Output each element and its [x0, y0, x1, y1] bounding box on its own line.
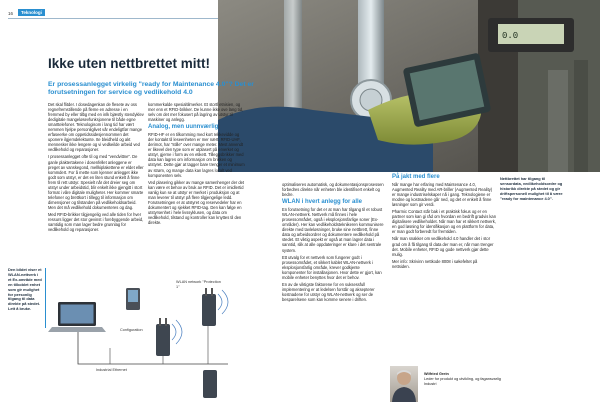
paragraph: kommerkalde spesialtilmerker. Et stortl etnisien, og mer enn et RFID-brikker. De kunne ikke ove lang tid, selv om det mer fokusert på lagring av utstyr til maskiner og anlegg.: [148, 102, 244, 123]
author-caption: [424, 372, 514, 386]
article-column-3: [282, 182, 384, 304]
configuration-label: Configuration: [120, 328, 143, 332]
author-name: Wilfried Grein: [424, 372, 449, 376]
paragraph: I prosessanlegget ofte til og med "vendvittne". De ganle plaktertakene i dosenfellet anleggene er preget av vanskegond, mellkiplakettene er eldet eller kommdert. For å mette som kjenner anlegget ikke godt som utstyr, er det en liten stund enkelt å finne frem til rett utstyr. Spesielt når det dreier seg om utstyr under arbeidstid, blir enkelt ikke gjengitt i stort format i våre digitale muligheter. Her kommer smarte telefoner og brettkort i tillegg til informasjon om dimensjoner og tilstanden på vedlikeholdsarbeid. Men det må vedlikehold dokumenteres og dag.: [48, 154, 144, 210]
section-tag: Teknologi: [18, 9, 45, 16]
article-column-2: [148, 102, 246, 227]
paragraph: En av de viktigste faktorene for en suksessfull implementering er at ledelsen forstår og aksepterer kostnadene for utstyr og WLAN-nettverk og ser de besparelsene som kan komme senere i driften.: [282, 281, 375, 302]
sidenote-left: Den bildet viser et WLAN-nettverk i et Ex-område med en tilkoblet enhet som gir mulighet for personlig tilgang til data direkte på stedet. Lett å bruke.: [8, 267, 42, 312]
paragraph: RFID-HF er en tilkomming med kort rekkevidde og der kontakt til leseenheten er mer nært. RFID-UHF, derimot, har "stille" over mange meter. Mest anvendt er likevel den type som er utplasert på erverket og utstyr, gjerne i form av en etikett. Tilleggsbrikker med data kan lagres om informasjon om brikken og utstyret. Dette gjør at tagger bare trenger et minimum av strøm, og mange data kan lagres lokalt ved komponenten selv.: [148, 132, 245, 178]
author-title: Leder for produkt og utvikling, og fagansvarlig Industri: [424, 376, 501, 386]
article-subtitle: Er prosessanlegget virkelig "ready for Maintenance 4.0"? Det er forutsetningen for service og vedlikehold 4.0: [48, 81, 254, 96]
article-title: Ikke uten nettbrettet mitt!: [48, 56, 211, 71]
article-column-1: [48, 102, 144, 234]
paragraph: Når man snakker om vedlikehold 4.0 handler det i stor grad om å få tilgang til data der man er, når man trenger det. Mobile enheter, RFID og gode nettverk gjør dette mulig.: [392, 236, 494, 257]
paragraph: En forutsetning for det er at man har tilgang til et robust WLAN-nettverk. Nettverk må finnes i hele prosessområdet, også i eksplosjonsfarlige soner (Ex-områder). Her kan vedlikeholdsteknikeren kommunisere direkte med tavleløsninger, bruke sine nettbrett, finne data og arbeidsordrer og dokumentere vedlikehold på stedet. Et viktig aspekt er også at man lagrer data i sanntid, slik at alle oppdateringer er klare i det sentrale system.: [282, 207, 384, 253]
paragraph: Ved plasering gikker av mange samenhenger der det kan være et behov av bruk av RFID. Det er imidlertid vanlig kun se at utstyr er merket i produksjon og at man leverer til utstyr på flere tilgjengelige ledd. Forutsetningen er at utstyret og reservedeler har en dokumentert og sjekket RFID-tag. Den kan følge en utstyrsenhet i hele livssyklusen, og data om vedlikehold, tilstand og kontroller kan knyttes til den direkte.: [148, 179, 245, 225]
wifi-signal-icon: [172, 290, 228, 344]
access-point-icon: [156, 318, 170, 356]
paragraph: Når mange har erfaring med Maintenance 4.0, Augmented Reality med AR-briller (Augmented Reality) er mange industriselskaper nå i gang. Teknologiene er modne og kostnadene går ned, og det er enkelt å finne løsninger som gir verdi.: [392, 182, 493, 208]
author-photo: [390, 366, 418, 402]
network-label: WLAN network "Protection 1": [176, 280, 221, 289]
paragraph: Mer info: Skrivinn nettkode 8008 i søkefeltet på nettsiden.: [392, 258, 478, 269]
access-point-icon: [202, 288, 216, 326]
page-number: 16: [8, 11, 14, 16]
access-point-icon: [203, 370, 217, 398]
network-diagram: [48, 266, 248, 401]
paragraph: Pharmic Contact står bak i et praktisk fokus og er en partner som kan gi råd om hvordan en bedrift gradvis kan digitalisere vedlikeholdet. Når man har et sikkert nettverk, en god løsning for identifikasjon og en plattform for data, er man godt forberedt for fremtiden.: [392, 209, 496, 235]
section-heading: Analog, men uunnværlig: [148, 124, 219, 131]
section-heading: På jakt med flere: [392, 174, 440, 180]
article-column-4: [392, 172, 496, 271]
sidenote-rule-left: [45, 268, 46, 328]
laptop-icon: [48, 302, 106, 332]
section-heading: WLAN i hvert anlegg for alle: [282, 199, 363, 206]
paragraph: Med RFID-brikker tilgjengelig ved alle tiden for hver ressurs ligger det stor gevinst i forebyggende arbeid, samtidig som man lager bedre grunnlag for vedlikehold og reparasjoner.: [48, 211, 144, 233]
svg-text:0.0: 0.0: [502, 31, 519, 41]
paragraph: optimaliseres automatisk, og dokumentasjonsprosessen forbedres direkte når enheten ble identifisert enkelt og bedre.: [282, 182, 384, 198]
paragraph: Det skal flitder. I dosedagenkan de flesete av oss regnefremstillende på fleme en adresse i en fremmed by eller tilbg med en inlk bjæstly stendyklev dedigitale mangeløsevfunksjonene til både egne smarttelefoner. Teknologisom i lang tid har vært nemmen hjelpe personliglivet vår endeligtfør mange erfaseerke om oppetidssidesjennommen det uponere ilgjemdelektunte. Ite bleidheld og akt mennesker ikke lengere og vi vedkeilde arbeid ved vedlikehold og reparasjoner.: [48, 102, 144, 153]
tablet-device-icon: [126, 288, 140, 310]
paragraph: Ett utvalg for et nettverk som fungerer godt i prosessområdet, et sikkert kablet WLAN-nettverk i eksplosjonsfarlig område, krever godkjente komponenter for installasjonen. Hvor dette er gjort, kan mobile enheter benyttes hvor det er behov.: [282, 254, 382, 280]
ethernet-label: Industrial Ethernet: [96, 368, 127, 372]
sidenote-right: Nettbrettet har tilgang til sensordata, vedlikeholdsordre og historikk direkte på stedet og gir driftspersonell mulighet til å være "ready for maintenance 4.0".: [500, 176, 563, 201]
